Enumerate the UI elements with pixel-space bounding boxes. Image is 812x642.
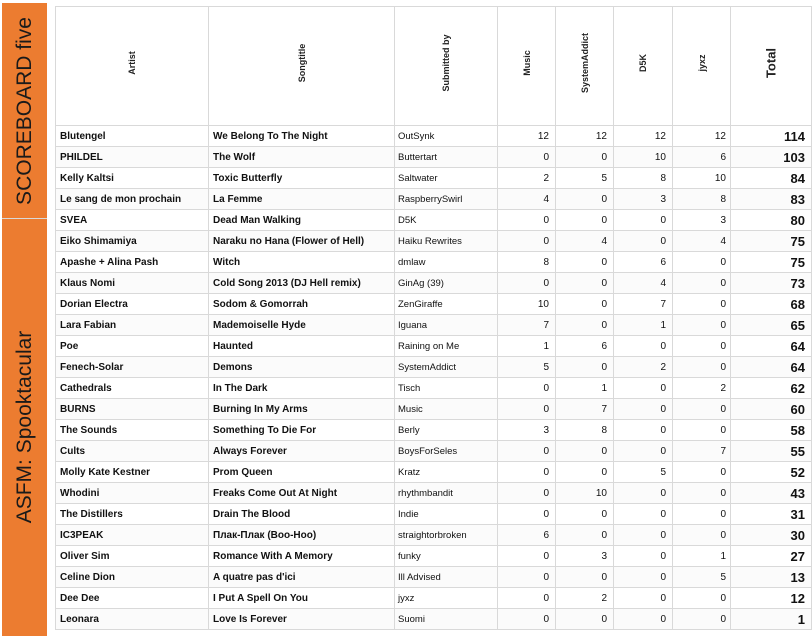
total-cell: 114 — [731, 126, 812, 147]
header-total: Total — [731, 7, 812, 126]
total-cell: 65 — [731, 315, 812, 336]
score-jyxz-cell: 5 — [673, 567, 731, 588]
table-row — [56, 420, 812, 441]
score-music-cell: 0 — [498, 441, 556, 462]
table-row — [56, 168, 812, 189]
songtitle-cell: Плак-Плак (Boo-Hoo) — [209, 525, 395, 546]
score-systemaddict-cell: 0 — [556, 462, 614, 483]
songtitle-cell: Sodom & Gomorrah — [209, 294, 395, 315]
score-jyxz-cell: 0 — [673, 525, 731, 546]
score-music-cell: 2 — [498, 168, 556, 189]
score-d5k-cell: 0 — [614, 231, 673, 252]
header-judge-music: Music — [498, 7, 556, 126]
score-d5k-cell: 4 — [614, 273, 673, 294]
artist-cell: SVEA — [56, 210, 209, 231]
score-music-cell: 7 — [498, 315, 556, 336]
songtitle-cell: In The Dark — [209, 378, 395, 399]
score-d5k-cell: 6 — [614, 252, 673, 273]
total-cell: 64 — [731, 336, 812, 357]
total-cell: 31 — [731, 504, 812, 525]
songtitle-cell: Romance With A Memory — [209, 546, 395, 567]
header-songtitle: Songtitle — [209, 7, 395, 126]
songtitle-cell: La Femme — [209, 189, 395, 210]
artist-cell: The Sounds — [56, 420, 209, 441]
score-music-cell: 0 — [498, 609, 556, 630]
score-systemaddict-cell: 6 — [556, 336, 614, 357]
artist-cell: Apashe + Alina Pash — [56, 252, 209, 273]
songtitle-cell: Mademoiselle Hyde — [209, 315, 395, 336]
artist-cell: Poe — [56, 336, 209, 357]
total-cell: 83 — [731, 189, 812, 210]
score-music-cell: 0 — [498, 273, 556, 294]
artist-cell: Dorian Electra — [56, 294, 209, 315]
songtitle-cell: Always Forever — [209, 441, 395, 462]
total-cell: 27 — [731, 546, 812, 567]
event-title: ASFM: Spooktacular — [12, 330, 36, 524]
score-systemaddict-cell: 0 — [556, 189, 614, 210]
score-d5k-cell: 3 — [614, 189, 673, 210]
total-cell: 73 — [731, 273, 812, 294]
songtitle-cell: Toxic Butterfly — [209, 168, 395, 189]
score-d5k-cell: 1 — [614, 315, 673, 336]
songtitle-cell: The Wolf — [209, 147, 395, 168]
score-systemaddict-cell: 4 — [556, 231, 614, 252]
total-cell: 68 — [731, 294, 812, 315]
table-row — [56, 588, 812, 609]
header-judge-systemaddict: SystemAddict — [556, 7, 614, 126]
score-music-cell: 0 — [498, 378, 556, 399]
table-row — [56, 252, 812, 273]
submitter-cell: Iguana — [395, 315, 498, 336]
submitter-cell: Haiku Rewrites — [395, 231, 498, 252]
artist-cell: Leonara — [56, 609, 209, 630]
score-systemaddict-cell: 10 — [556, 483, 614, 504]
total-cell: 103 — [731, 147, 812, 168]
table-row — [56, 315, 812, 336]
score-jyxz-cell: 0 — [673, 357, 731, 378]
table-row — [56, 147, 812, 168]
total-cell: 84 — [731, 168, 812, 189]
score-d5k-cell: 0 — [614, 378, 673, 399]
submitter-cell: Kratz — [395, 462, 498, 483]
score-systemaddict-cell: 3 — [556, 546, 614, 567]
total-cell: 1 — [731, 609, 812, 630]
songtitle-cell: Prom Queen — [209, 462, 395, 483]
score-jyxz-cell: 2 — [673, 378, 731, 399]
artist-cell: Whodini — [56, 483, 209, 504]
score-d5k-cell: 2 — [614, 357, 673, 378]
score-systemaddict-cell: 8 — [556, 420, 614, 441]
score-music-cell: 0 — [498, 147, 556, 168]
total-cell: 13 — [731, 567, 812, 588]
songtitle-cell: Love Is Forever — [209, 609, 395, 630]
artist-cell: Cults — [56, 441, 209, 462]
score-d5k-cell: 7 — [614, 294, 673, 315]
total-cell: 60 — [731, 399, 812, 420]
submitter-cell: ZenGiraffe — [395, 294, 498, 315]
score-d5k-cell: 0 — [614, 336, 673, 357]
table-row — [56, 210, 812, 231]
total-cell: 75 — [731, 231, 812, 252]
submitter-cell: Music — [395, 399, 498, 420]
score-systemaddict-cell: 0 — [556, 567, 614, 588]
score-jyxz-cell: 0 — [673, 420, 731, 441]
submitter-cell: dmlaw — [395, 252, 498, 273]
total-cell: 52 — [731, 462, 812, 483]
table-row — [56, 525, 812, 546]
score-systemaddict-cell: 7 — [556, 399, 614, 420]
score-d5k-cell: 0 — [614, 420, 673, 441]
score-systemaddict-cell: 2 — [556, 588, 614, 609]
table-row — [56, 294, 812, 315]
score-music-cell: 0 — [498, 399, 556, 420]
total-cell: 30 — [731, 525, 812, 546]
submitter-cell: jyxz — [395, 588, 498, 609]
songtitle-cell: Demons — [209, 357, 395, 378]
score-jyxz-cell: 0 — [673, 504, 731, 525]
table-row — [56, 189, 812, 210]
score-music-cell: 0 — [498, 231, 556, 252]
scoreboard-title-band — [2, 3, 47, 219]
score-music-cell: 0 — [498, 483, 556, 504]
submitter-cell: RaspberrySwirl — [395, 189, 498, 210]
score-jyxz-cell: 0 — [673, 399, 731, 420]
songtitle-cell: Drain The Blood — [209, 504, 395, 525]
table-row — [56, 462, 812, 483]
submitter-cell: SystemAddict — [395, 357, 498, 378]
score-jyxz-cell: 6 — [673, 147, 731, 168]
scoreboard-table — [55, 6, 812, 630]
artist-cell: Fenech-Solar — [56, 357, 209, 378]
header-row — [56, 7, 812, 126]
score-jyxz-cell: 0 — [673, 609, 731, 630]
score-music-cell: 4 — [498, 189, 556, 210]
total-cell: 62 — [731, 378, 812, 399]
score-jyxz-cell: 1 — [673, 546, 731, 567]
score-systemaddict-cell: 0 — [556, 210, 614, 231]
header-artist: Artist — [56, 7, 209, 126]
score-systemaddict-cell: 0 — [556, 441, 614, 462]
songtitle-cell: Haunted — [209, 336, 395, 357]
songtitle-cell: Freaks Come Out At Night — [209, 483, 395, 504]
score-systemaddict-cell: 5 — [556, 168, 614, 189]
songtitle-cell: Naraku no Hana (Flower of Hell) — [209, 231, 395, 252]
score-music-cell: 12 — [498, 126, 556, 147]
score-jyxz-cell: 0 — [673, 483, 731, 504]
submitter-cell: OutSynk — [395, 126, 498, 147]
score-music-cell: 0 — [498, 210, 556, 231]
score-d5k-cell: 0 — [614, 504, 673, 525]
submitter-cell: Buttertart — [395, 147, 498, 168]
score-systemaddict-cell: 1 — [556, 378, 614, 399]
banner-divider — [2, 218, 47, 219]
artist-cell: IC3PEAK — [56, 525, 209, 546]
score-systemaddict-cell: 0 — [556, 315, 614, 336]
score-jyxz-cell: 4 — [673, 231, 731, 252]
score-d5k-cell: 0 — [614, 567, 673, 588]
total-cell: 43 — [731, 483, 812, 504]
score-d5k-cell: 0 — [614, 546, 673, 567]
total-cell: 58 — [731, 420, 812, 441]
sidebar-banner — [0, 0, 48, 638]
score-systemaddict-cell: 0 — [556, 525, 614, 546]
artist-cell: PHILDEL — [56, 147, 209, 168]
score-d5k-cell: 0 — [614, 399, 673, 420]
table-row — [56, 567, 812, 588]
score-d5k-cell: 5 — [614, 462, 673, 483]
score-d5k-cell: 10 — [614, 147, 673, 168]
submitter-cell: Ill Advised — [395, 567, 498, 588]
artist-cell: Klaus Nomi — [56, 273, 209, 294]
submitter-cell: D5K — [395, 210, 498, 231]
table-row — [56, 273, 812, 294]
table-row — [56, 609, 812, 630]
score-systemaddict-cell: 0 — [556, 294, 614, 315]
score-d5k-cell: 8 — [614, 168, 673, 189]
score-jyxz-cell: 10 — [673, 168, 731, 189]
score-music-cell: 8 — [498, 252, 556, 273]
submitter-cell: rhythmbandit — [395, 483, 498, 504]
artist-cell: Blutengel — [56, 126, 209, 147]
score-music-cell: 6 — [498, 525, 556, 546]
score-d5k-cell: 0 — [614, 525, 673, 546]
artist-cell: Eiko Shimamiya — [56, 231, 209, 252]
score-d5k-cell: 0 — [614, 609, 673, 630]
songtitle-cell: A quatre pas d'ici — [209, 567, 395, 588]
score-music-cell: 0 — [498, 588, 556, 609]
total-cell: 80 — [731, 210, 812, 231]
header-judge-d5k: D5K — [614, 7, 673, 126]
score-music-cell: 5 — [498, 357, 556, 378]
artist-cell: Celine Dion — [56, 567, 209, 588]
submitter-cell: Suomi — [395, 609, 498, 630]
table-row — [56, 504, 812, 525]
score-systemaddict-cell: 0 — [556, 273, 614, 294]
score-jyxz-cell: 0 — [673, 273, 731, 294]
score-music-cell: 0 — [498, 546, 556, 567]
songtitle-cell: Burning In My Arms — [209, 399, 395, 420]
table-row — [56, 546, 812, 567]
score-jyxz-cell: 8 — [673, 189, 731, 210]
table-row — [56, 336, 812, 357]
submitter-cell: Saltwater — [395, 168, 498, 189]
table-body — [56, 126, 812, 630]
songtitle-cell: I Put A Spell On You — [209, 588, 395, 609]
total-cell: 55 — [731, 441, 812, 462]
score-music-cell: 1 — [498, 336, 556, 357]
songtitle-cell: Cold Song 2013 (DJ Hell remix) — [209, 273, 395, 294]
scoreboard-table-container — [55, 6, 811, 638]
table-row — [56, 483, 812, 504]
header-judge-jyxz: jyxz — [673, 7, 731, 126]
table-row — [56, 357, 812, 378]
scoreboard-title: SCOREBOARD five — [12, 17, 36, 205]
score-d5k-cell: 0 — [614, 588, 673, 609]
score-music-cell: 0 — [498, 504, 556, 525]
artist-cell: Le sang de mon prochain — [56, 189, 209, 210]
songtitle-cell: Something To Die For — [209, 420, 395, 441]
header-submitted-by: Submitted by — [395, 7, 498, 126]
artist-cell: BURNS — [56, 399, 209, 420]
score-jyxz-cell: 0 — [673, 315, 731, 336]
table-row — [56, 378, 812, 399]
score-systemaddict-cell: 0 — [556, 252, 614, 273]
table-row — [56, 231, 812, 252]
score-d5k-cell: 0 — [614, 210, 673, 231]
score-jyxz-cell: 0 — [673, 588, 731, 609]
total-cell: 75 — [731, 252, 812, 273]
submitter-cell: Indie — [395, 504, 498, 525]
submitter-cell: GinAg (39) — [395, 273, 498, 294]
artist-cell: The Distillers — [56, 504, 209, 525]
score-jyxz-cell: 0 — [673, 336, 731, 357]
table-row — [56, 399, 812, 420]
score-jyxz-cell: 0 — [673, 462, 731, 483]
artist-cell: Lara Fabian — [56, 315, 209, 336]
submitter-cell: funky — [395, 546, 498, 567]
submitter-cell: Tisch — [395, 378, 498, 399]
score-systemaddict-cell: 0 — [556, 504, 614, 525]
score-music-cell: 0 — [498, 462, 556, 483]
artist-cell: Cathedrals — [56, 378, 209, 399]
score-systemaddict-cell: 0 — [556, 609, 614, 630]
submitter-cell: BoysForSeles — [395, 441, 498, 462]
songtitle-cell: Dead Man Walking — [209, 210, 395, 231]
score-music-cell: 0 — [498, 567, 556, 588]
songtitle-cell: Witch — [209, 252, 395, 273]
score-systemaddict-cell: 12 — [556, 126, 614, 147]
submitter-cell: Berly — [395, 420, 498, 441]
songtitle-cell: We Belong To The Night — [209, 126, 395, 147]
score-jyxz-cell: 12 — [673, 126, 731, 147]
table-row — [56, 441, 812, 462]
score-music-cell: 10 — [498, 294, 556, 315]
score-jyxz-cell: 3 — [673, 210, 731, 231]
score-d5k-cell: 0 — [614, 441, 673, 462]
artist-cell: Molly Kate Kestner — [56, 462, 209, 483]
score-jyxz-cell: 7 — [673, 441, 731, 462]
score-d5k-cell: 12 — [614, 126, 673, 147]
total-cell: 64 — [731, 357, 812, 378]
submitter-cell: straightorbroken — [395, 525, 498, 546]
score-d5k-cell: 0 — [614, 483, 673, 504]
table-row — [56, 126, 812, 147]
event-title-band — [2, 218, 47, 636]
artist-cell: Kelly Kaltsi — [56, 168, 209, 189]
submitter-cell: Raining on Me — [395, 336, 498, 357]
artist-cell: Oliver Sim — [56, 546, 209, 567]
score-jyxz-cell: 0 — [673, 294, 731, 315]
score-systemaddict-cell: 0 — [556, 357, 614, 378]
artist-cell: Dee Dee — [56, 588, 209, 609]
score-music-cell: 3 — [498, 420, 556, 441]
score-jyxz-cell: 0 — [673, 252, 731, 273]
total-cell: 12 — [731, 588, 812, 609]
score-systemaddict-cell: 0 — [556, 147, 614, 168]
